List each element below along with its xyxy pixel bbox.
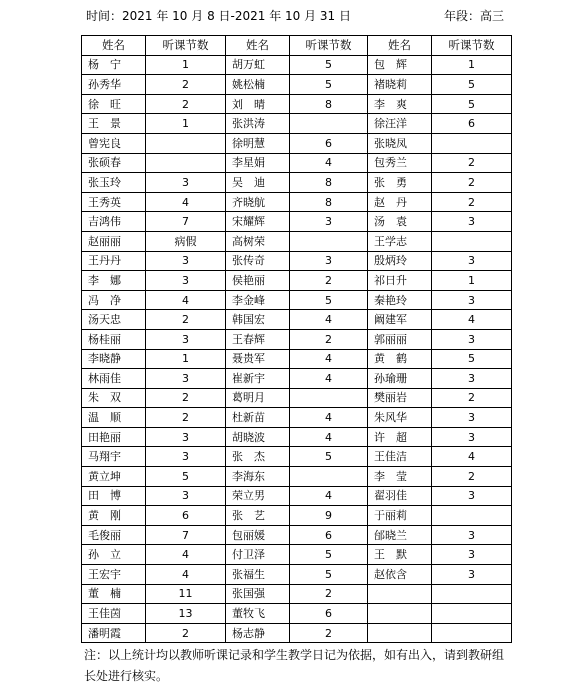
lesson-count-cell: 11 [146,584,226,604]
lesson-count-cell [432,623,512,643]
teacher-name-cell: 林雨佳 [82,369,146,389]
lesson-count-cell [290,114,368,134]
lesson-count-cell: 3 [432,212,512,232]
lesson-count-cell: 3 [432,290,512,310]
teacher-name-cell: 董牧飞 [226,604,290,624]
lesson-count-cell: 2 [290,329,368,349]
teacher-name-cell: 王佳茵 [82,604,146,624]
teacher-name-cell: 孙秀华 [82,75,146,95]
lesson-count-cell: 3 [290,251,368,271]
lesson-count-cell: 3 [146,173,226,193]
table-row [82,388,512,408]
column-header: 听课节数 [290,36,368,56]
teacher-name-cell: 樊丽岩 [368,388,432,408]
teacher-name-cell: 付卫泽 [226,545,290,565]
table-row [82,604,512,624]
lesson-count-cell: 2 [432,173,512,193]
teacher-name-cell: 李 爽 [368,94,432,114]
lesson-count-cell: 1 [432,55,512,75]
table-row [82,192,512,212]
attendance-table [81,35,512,643]
teacher-name-cell: 韩国宏 [226,310,290,330]
teacher-name-cell: 齐晓航 [226,192,290,212]
teacher-name-cell: 赵 丹 [368,192,432,212]
table-row [82,212,512,232]
lesson-count-cell [146,133,226,153]
teacher-name-cell: 冯 净 [82,290,146,310]
lesson-count-cell: 1 [146,114,226,134]
teacher-name-cell: 聂贵军 [226,349,290,369]
table-row [82,486,512,506]
lesson-count-cell: 6 [290,133,368,153]
teacher-name-cell: 包 辉 [368,55,432,75]
teacher-name-cell: 许 超 [368,427,432,447]
lesson-count-cell: 8 [290,94,368,114]
lesson-count-cell: 2 [290,271,368,291]
lesson-count-cell: 2 [146,408,226,428]
lesson-count-cell: 2 [432,192,512,212]
teacher-name-cell: 王丹丹 [82,251,146,271]
table-row [82,525,512,545]
table-row [82,467,512,487]
lesson-count-cell: 4 [290,349,368,369]
lesson-count-cell: 5 [290,565,368,585]
teacher-name-cell: 王 景 [82,114,146,134]
teacher-name-cell: 胡晓波 [226,427,290,447]
teacher-name-cell: 马翔宇 [82,447,146,467]
footnote: 注：以上统计均以教师听课记录和学生教学日记为依据，如有出入，请到教研组长处进行核实。 [84,648,505,683]
lesson-count-cell: 8 [290,173,368,193]
lesson-count-cell: 4 [290,427,368,447]
lesson-count-cell: 2 [146,310,226,330]
teacher-name-cell: 崔新宇 [226,369,290,389]
teacher-name-cell: 李海东 [226,467,290,487]
teacher-name-cell: 杨桂丽 [82,329,146,349]
table-body [82,55,512,643]
lesson-count-cell: 5 [290,447,368,467]
teacher-name-cell: 王佳洁 [368,447,432,467]
teacher-name-cell: 毛俊丽 [82,525,146,545]
table-row [82,55,512,75]
teacher-name-cell: 姚松楠 [226,75,290,95]
lesson-count-cell: 4 [290,408,368,428]
lesson-count-cell: 6 [432,114,512,134]
lesson-count-cell: 3 [290,212,368,232]
teacher-name-cell: 宋耀辉 [226,212,290,232]
lesson-count-cell: 5 [432,349,512,369]
teacher-name-cell: 王 默 [368,545,432,565]
table-row [82,251,512,271]
lesson-count-cell: 2 [432,153,512,173]
table-header-row [82,36,512,56]
table-row [82,114,512,134]
lesson-count-cell: 3 [146,486,226,506]
teacher-name-cell: 邰晓兰 [368,525,432,545]
teacher-name-cell: 潘明霞 [82,623,146,643]
grade-label: 年段：高三 [443,9,504,23]
lesson-count-cell: 5 [290,290,368,310]
column-header: 听课节数 [432,36,512,56]
report-header [86,6,504,26]
lesson-count-cell [290,231,368,251]
lesson-count-cell [432,133,512,153]
lesson-count-cell: 4 [432,447,512,467]
lesson-count-cell: 5 [290,545,368,565]
teacher-name-cell: 杨 宁 [82,55,146,75]
teacher-name-cell: 高树荣 [226,231,290,251]
teacher-name-cell: 曾宪良 [82,133,146,153]
lesson-count-cell: 3 [432,525,512,545]
table-row [82,584,512,604]
lesson-count-cell: 病假 [146,231,226,251]
lesson-count-cell: 3 [432,369,512,389]
lesson-count-cell: 13 [146,604,226,624]
teacher-name-cell: 殷炳玲 [368,251,432,271]
lesson-count-cell: 4 [146,192,226,212]
lesson-count-cell [432,506,512,526]
teacher-name-cell: 赵丽丽 [82,231,146,251]
column-header: 姓名 [226,36,290,56]
lesson-count-cell: 2 [432,388,512,408]
lesson-count-cell: 3 [146,271,226,291]
teacher-name-cell [368,604,432,624]
teacher-name-cell: 张洪涛 [226,114,290,134]
table-row [82,408,512,428]
teacher-name-cell: 王春辉 [226,329,290,349]
table-row [82,349,512,369]
table-row [82,545,512,565]
lesson-count-cell: 3 [146,251,226,271]
lesson-count-cell [432,584,512,604]
table-row [82,133,512,153]
table-row [82,290,512,310]
teacher-name-cell [368,623,432,643]
teacher-name-cell: 荣立男 [226,486,290,506]
lesson-count-cell: 6 [146,506,226,526]
teacher-name-cell: 徐 旺 [82,94,146,114]
column-header: 姓名 [368,36,432,56]
teacher-name-cell: 孙 立 [82,545,146,565]
lesson-count-cell: 9 [290,506,368,526]
teacher-name-cell: 侯艳丽 [226,271,290,291]
teacher-name-cell: 汤 袁 [368,212,432,232]
lesson-count-cell: 1 [146,349,226,369]
teacher-name-cell: 祁日升 [368,271,432,291]
table-row [82,329,512,349]
lesson-count-cell: 7 [146,212,226,232]
lesson-count-cell: 4 [146,290,226,310]
lesson-count-cell: 2 [146,75,226,95]
teacher-name-cell: 田艳丽 [82,427,146,447]
lesson-count-cell [432,231,512,251]
lesson-count-cell: 6 [290,604,368,624]
lesson-count-cell: 4 [290,369,368,389]
table-row [82,369,512,389]
teacher-name-cell: 朱风华 [368,408,432,428]
table-row [82,153,512,173]
lesson-count-cell: 4 [290,153,368,173]
teacher-name-cell: 黄 刚 [82,506,146,526]
teacher-name-cell: 胡万虹 [226,55,290,75]
lesson-count-cell: 3 [432,329,512,349]
teacher-name-cell: 于丽莉 [368,506,432,526]
lesson-count-cell: 3 [432,545,512,565]
teacher-name-cell: 包丽媛 [226,525,290,545]
teacher-name-cell: 王秀英 [82,192,146,212]
teacher-name-cell: 李星娟 [226,153,290,173]
lesson-count-cell: 4 [290,310,368,330]
teacher-name-cell: 张国强 [226,584,290,604]
lesson-count-cell: 1 [432,271,512,291]
lesson-count-cell [290,388,368,408]
teacher-name-cell: 郭丽丽 [368,329,432,349]
lesson-count-cell: 4 [146,545,226,565]
lesson-count-cell: 3 [432,565,512,585]
teacher-name-cell: 秦艳玲 [368,290,432,310]
lesson-count-cell: 3 [432,427,512,447]
teacher-name-cell: 张 勇 [368,173,432,193]
lesson-count-cell: 1 [146,55,226,75]
lesson-count-cell: 5 [146,467,226,487]
teacher-name-cell: 张 杰 [226,447,290,467]
lesson-count-cell: 3 [146,447,226,467]
teacher-name-cell: 董 楠 [82,584,146,604]
lesson-count-cell [290,467,368,487]
lesson-count-cell: 5 [432,75,512,95]
lesson-count-cell: 3 [146,427,226,447]
teacher-name-cell: 黄 鹤 [368,349,432,369]
lesson-count-cell: 6 [290,525,368,545]
teacher-name-cell: 张玉玲 [82,173,146,193]
table-row [82,94,512,114]
teacher-name-cell: 王学志 [368,231,432,251]
lesson-count-cell: 3 [432,486,512,506]
teacher-name-cell: 朱 双 [82,388,146,408]
teacher-name-cell: 张福生 [226,565,290,585]
teacher-name-cell: 田 博 [82,486,146,506]
teacher-name-cell: 包秀兰 [368,153,432,173]
teacher-name-cell: 李 莹 [368,467,432,487]
table-row [82,75,512,95]
teacher-name-cell: 赵依含 [368,565,432,585]
table-row [82,427,512,447]
table-row [82,310,512,330]
teacher-name-cell [368,584,432,604]
lesson-count-cell [432,604,512,624]
column-header: 听课节数 [146,36,226,56]
lesson-count-cell: 4 [146,565,226,585]
lesson-count-cell: 5 [290,75,368,95]
teacher-name-cell: 张晓凤 [368,133,432,153]
lesson-count-cell: 7 [146,525,226,545]
teacher-name-cell: 李晓静 [82,349,146,369]
teacher-name-cell: 褚晓莉 [368,75,432,95]
teacher-name-cell: 汤天忠 [82,310,146,330]
lesson-count-cell: 2 [146,94,226,114]
table-row [82,506,512,526]
teacher-name-cell: 阚建军 [368,310,432,330]
lesson-count-cell: 3 [432,408,512,428]
teacher-name-cell: 葛明月 [226,388,290,408]
teacher-name-cell: 张 艺 [226,506,290,526]
teacher-name-cell: 李 娜 [82,271,146,291]
lesson-count-cell: 2 [432,467,512,487]
teacher-name-cell: 黄立坤 [82,467,146,487]
lesson-count-cell: 2 [290,584,368,604]
teacher-name-cell: 温 顺 [82,408,146,428]
table-row [82,173,512,193]
teacher-name-cell: 刘 晴 [226,94,290,114]
lesson-count-cell: 4 [432,310,512,330]
lesson-count-cell: 4 [290,486,368,506]
table-row [82,271,512,291]
teacher-name-cell: 张传奇 [226,251,290,271]
teacher-name-cell: 孙瑜珊 [368,369,432,389]
lesson-count-cell [146,153,226,173]
lesson-count-cell: 3 [432,251,512,271]
teacher-name-cell: 吉鸿伟 [82,212,146,232]
lesson-count-cell: 5 [432,94,512,114]
table-row [82,447,512,467]
teacher-name-cell: 杨志静 [226,623,290,643]
report-period: 时间：2021 年 10 月 8 日-2021 年 10 月 31 日 [86,9,351,23]
lesson-count-cell: 2 [290,623,368,643]
lesson-count-cell: 3 [146,369,226,389]
teacher-name-cell: 翟羽佳 [368,486,432,506]
table-row [82,623,512,643]
lesson-count-cell: 8 [290,192,368,212]
lesson-count-cell: 2 [146,388,226,408]
teacher-name-cell: 杜新苗 [226,408,290,428]
lesson-count-cell: 3 [146,329,226,349]
teacher-name-cell: 徐明慧 [226,133,290,153]
table-row [82,231,512,251]
teacher-name-cell: 李金峰 [226,290,290,310]
lesson-count-cell: 5 [290,55,368,75]
teacher-name-cell: 徐汪洋 [368,114,432,134]
column-header: 姓名 [82,36,146,56]
teacher-name-cell: 吴 迪 [226,173,290,193]
teacher-name-cell: 张硕春 [82,153,146,173]
lesson-count-cell: 2 [146,623,226,643]
teacher-name-cell: 王宏宇 [82,565,146,585]
table-row [82,565,512,585]
